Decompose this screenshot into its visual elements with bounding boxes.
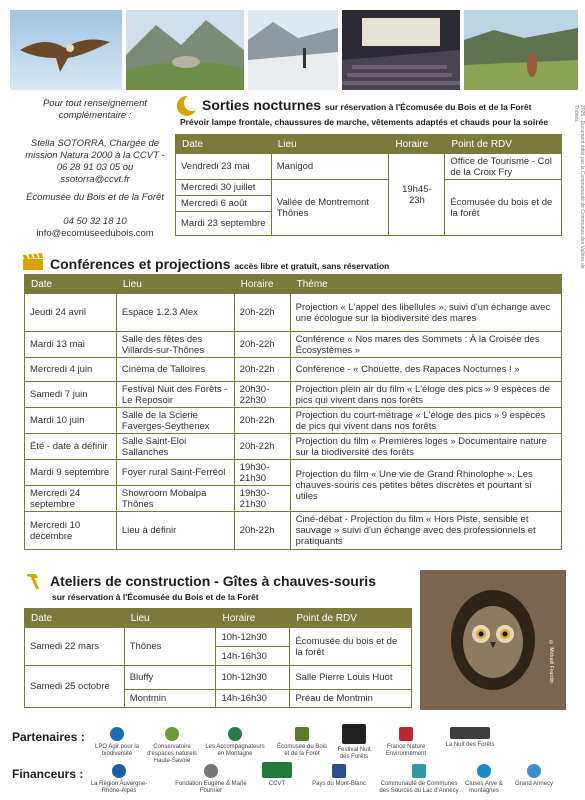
cell-date: Mardi 13 mai: [25, 332, 117, 358]
cell-theme: Projection du film « Premières loges » Documentaire nature sur la biodiversité des forêts: [290, 434, 561, 460]
sorties-table: [175, 134, 562, 236]
header-lieu: Lieu: [271, 135, 389, 154]
nuit-forets-icon: [450, 727, 490, 739]
logo-fne: [378, 727, 434, 758]
cell-horaire: 14h-16h30: [216, 647, 290, 666]
lpo-icon: [110, 727, 124, 741]
cell-theme: Conférence « Nos mares des Sommets : À la Croisée des Écosystèmes »: [290, 332, 561, 358]
cell-date: Mercredi 6 août: [176, 196, 272, 212]
cell-lieu: Vallée de Montremont Thônes: [271, 180, 389, 236]
logo-mont-blanc: [306, 764, 372, 788]
cell-lieu: Showroom Mobalpa Thônes: [116, 486, 234, 512]
cell-date: Mardi 23 septembre: [176, 212, 272, 236]
logo-cluses: [464, 764, 504, 795]
table-row: [25, 628, 412, 647]
cell-lieu: Salle des fêtes des Villards-sur-Thônes: [116, 332, 234, 358]
table-row: [25, 332, 562, 358]
cell-horaire: 19h45-23h: [389, 154, 445, 236]
owl-photo-icon: [420, 570, 566, 710]
logo-grand-annecy-text: Grand Annecy: [514, 781, 554, 787]
cell-horaire: 14h-16h30: [216, 690, 290, 708]
cell-horaire: 10h-12h30: [216, 628, 290, 647]
logo-ecomusee: [274, 727, 330, 758]
cell-date: Été - date à définir: [25, 434, 117, 460]
cell-horaire: 20h-22h: [234, 332, 290, 358]
table-row: [25, 408, 562, 434]
cell-lieu: Bluffy: [124, 666, 216, 690]
cell-date: Jeudi 24 avril: [25, 294, 117, 332]
logo-cen-text: Conservatoire d'espaces naturels Haute-Savoie: [147, 744, 197, 764]
moon-icon: [174, 94, 198, 116]
table-header-row: [176, 135, 562, 154]
table-row: [25, 358, 562, 382]
ateliers-table: [24, 608, 412, 708]
header-theme: Thème: [290, 275, 561, 294]
table-row: [25, 460, 562, 486]
header-rdv: Point de RDV: [290, 609, 412, 628]
cell-date: Mercredi 4 juin: [25, 358, 117, 382]
cell-lieu: Espace 1.2.3 Alex: [116, 294, 234, 332]
fne-icon: [399, 727, 413, 741]
photo-meadow: [464, 10, 578, 90]
cell-horaire: 10h-12h30: [216, 666, 290, 690]
contact-museum: Écomusée du Bois et de la Forêt: [26, 192, 164, 203]
eagle-photo-icon: [10, 10, 122, 90]
table-row: [176, 154, 562, 180]
side-note: 2025 - Document édité par la Communauté de Communes des Vallées de Thônes: [573, 105, 585, 269]
header-date: Date: [176, 135, 272, 154]
logo-accompagnateurs-text: Les Accompagnateurs en Montagne: [205, 744, 265, 757]
cell-lieu: Cinéma de Talloires: [116, 358, 234, 382]
ccvt-icon: [262, 762, 292, 778]
table-row: [25, 294, 562, 332]
logo-lpo: [92, 727, 142, 758]
logo-fondation-text: Fondation Eugène & Marie Fournier: [175, 781, 247, 794]
cell-rdv: Préau de Montmin: [290, 690, 412, 708]
photo-ridge: [248, 10, 338, 90]
cen-icon: [165, 727, 179, 741]
table-row: [25, 382, 562, 408]
cell-theme: Projection du court-métrage « L'éloge des pics » 9 espèces de pics qui vivent dans nos forêts: [290, 408, 561, 434]
header-date: Date: [25, 275, 117, 294]
grand-annecy-icon: [527, 764, 541, 778]
cell-horaire: 20h-22h: [234, 294, 290, 332]
conferences-subtitle: accès libre et gratuit, sans réservation: [234, 261, 390, 271]
sources-lac-icon: [412, 764, 426, 778]
cell-horaire: 20h-22h: [234, 512, 290, 550]
cell-date: Mercredi 30 juillet: [176, 180, 272, 196]
partenaires-label: Partenaires :: [12, 730, 85, 744]
table-header-row: [25, 275, 562, 294]
meadow-photo-icon: [464, 10, 578, 90]
cell-lieu: Foyer rural Saint-Ferréol: [116, 460, 234, 486]
photo-mountain: [126, 10, 244, 90]
logo-nuit-forets-text: La Nuit des Forêts: [445, 742, 495, 748]
ateliers-title: Ateliers de construction - Gîtes à chauves-souris: [50, 573, 376, 589]
conferences-title-text: Conférences et projections: [50, 256, 231, 272]
ecomusee-icon: [295, 727, 309, 741]
logo-mont-blanc-text: Pays du Mont-Blanc: [312, 781, 366, 787]
header-date: Date: [25, 609, 125, 628]
clapperboard-icon: [22, 253, 44, 271]
auditorium-photo-icon: [342, 10, 460, 90]
cell-date: Vendredi 23 mai: [176, 154, 272, 180]
cell-rdv: Office de Tourisme - Col de la Croix Fry: [445, 154, 562, 180]
ateliers-subtitle: sur réservation à l'Écomusée du Bois et de la Forêt: [52, 592, 259, 602]
owl-credit: © Mickaël Fourdin: [548, 640, 554, 683]
header-horaire: Horaire: [216, 609, 290, 628]
cell-date: Mercredi 24 septembre: [25, 486, 117, 512]
conferences-title: [50, 256, 389, 272]
cell-horaire: 20h30-22h30: [234, 382, 290, 408]
sorties-title-text: Sorties nocturnes: [202, 97, 322, 113]
cell-theme: Ciné-débat - Projection du film « Hors Piste, sensible et sauvage » suivi d'un échange avec des professionnels et pratiquants: [290, 512, 561, 550]
logo-festival-text: Festival Nuit des Forêts: [337, 747, 371, 760]
contact-intro: Pour tout renseignement complémentaire :: [42, 98, 148, 121]
logo-festival: [334, 724, 374, 761]
cell-theme: Projection plein air du film « L'éloge des pics » 9 espèces de pics qui vivent dans nos forêts: [290, 382, 561, 408]
cell-horaire: 20h-22h: [234, 434, 290, 460]
table-row: [25, 512, 562, 550]
cell-lieu: Salle Saint-Eloi Sallanches: [116, 434, 234, 460]
sorties-subtitle: sur réservation à l'Écomusée du Bois et de la Forêt: [324, 102, 532, 112]
mountain-photo-icon: [126, 10, 244, 90]
ridge-photo-icon: [248, 10, 338, 90]
logo-cluses-text: Cluses Arve & montagnes: [465, 781, 503, 794]
logo-lpo-text: LPO Agir pour la biodiversité: [94, 744, 140, 757]
cell-rdv: Écomusée du bois et de la forêt: [290, 628, 412, 666]
sorties-note: Prévoir lampe frontale, chaussures de marche, vêtements adaptés et chauds pour la soirée: [180, 117, 549, 127]
fondation-icon: [204, 764, 218, 778]
table-row: [25, 666, 412, 690]
accompagnateurs-icon: [228, 727, 242, 741]
logo-ccvt: [252, 762, 302, 788]
header-rdv: Point de RDV: [445, 135, 562, 154]
cell-horaire: 19h30-21h30: [234, 460, 290, 486]
contact-email[interactable]: info@ecomuseedubois.com: [36, 228, 154, 239]
logo-accompagnateurs: [202, 727, 268, 758]
region-icon: [112, 764, 126, 778]
header-horaire: Horaire: [234, 275, 290, 294]
cell-horaire: 19h30-21h30: [234, 486, 290, 512]
cell-lieu: Thônes: [124, 628, 216, 666]
mont-blanc-icon: [332, 764, 346, 778]
cell-date: Mardi 10 juin: [25, 408, 117, 434]
cell-theme: Conférence - « Chouette, des Rapaces Nocturnes ! »: [290, 358, 561, 382]
cell-theme: Projection « L'appel des libellules », suivi d'un échange avec une écologue sur la biodiversité des mares: [290, 294, 561, 332]
sorties-title: [202, 97, 531, 113]
cell-date: Samedi 7 juin: [25, 382, 117, 408]
cell-rdv: Écomusée du bois et de la forêt: [445, 180, 562, 236]
photo-owl: [420, 570, 566, 710]
cell-theme: Projection du film « Une vie de Grand Rhinolophe ». Les chauves-souris ces petites bêtes discrètes et pourtant si utiles: [290, 460, 561, 512]
cell-rdv: Salle Pierre Louis Huot: [290, 666, 412, 690]
cell-lieu: Manigod: [271, 154, 389, 180]
cell-horaire: 20h-22h: [234, 408, 290, 434]
logo-nuit-forets: [440, 727, 500, 749]
logo-fne-text: France Nature Environnement: [385, 744, 427, 757]
cell-lieu: Salle de la Scierie Faverges-Seythenex: [116, 408, 234, 434]
cell-horaire: 20h-22h: [234, 358, 290, 382]
cell-date: Mardi 9 septembre: [25, 460, 117, 486]
logo-region-text: La Région Auvergne-Rhône-Alpes: [90, 781, 148, 794]
photo-eagle: [10, 10, 122, 90]
table-row: [176, 180, 562, 196]
contact-person: Stella SOTORRA, Chargée de mission Natura 2000 à la CCVT - 06 28 91 03 05 ou ssotorra@ccvt.fr: [25, 138, 165, 185]
logo-grand-annecy: [508, 764, 560, 788]
festival-icon: [342, 724, 366, 744]
cell-date: Samedi 25 octobre: [25, 666, 125, 708]
hammer-icon: [24, 572, 44, 590]
logo-sources-lac-text: Communauté de Communes des Sources du Lac d'Annecy: [379, 781, 459, 794]
logo-region: [90, 764, 148, 795]
logo-ecomusee-text: Écomusée du Bois et de la Forêt: [276, 744, 328, 757]
cell-lieu: Festival Nuit des Forêts - Le Reposoir: [116, 382, 234, 408]
logo-cen: [146, 727, 198, 765]
table-row: [25, 434, 562, 460]
conferences-table: [24, 274, 562, 550]
photo-auditorium: [342, 10, 460, 90]
cell-lieu: Montmin: [124, 690, 216, 708]
contact-phone: 04 50 32 18 10: [63, 216, 127, 227]
table-header-row: [25, 609, 412, 628]
header-lieu: Lieu: [124, 609, 216, 628]
header-horaire: Horaire: [389, 135, 445, 154]
logo-sources-lac: [378, 764, 460, 795]
header-lieu: Lieu: [116, 275, 234, 294]
financeurs-label: Financeurs :: [12, 767, 84, 781]
logo-fondation: [174, 764, 248, 795]
cell-lieu: Lieu à définir: [116, 512, 234, 550]
cluses-icon: [477, 764, 491, 778]
cell-date: Mercredi 10 décembre: [25, 512, 117, 550]
cell-date: Samedi 22 mars: [25, 628, 125, 666]
logo-ccvt-text: CCVT: [268, 781, 286, 787]
